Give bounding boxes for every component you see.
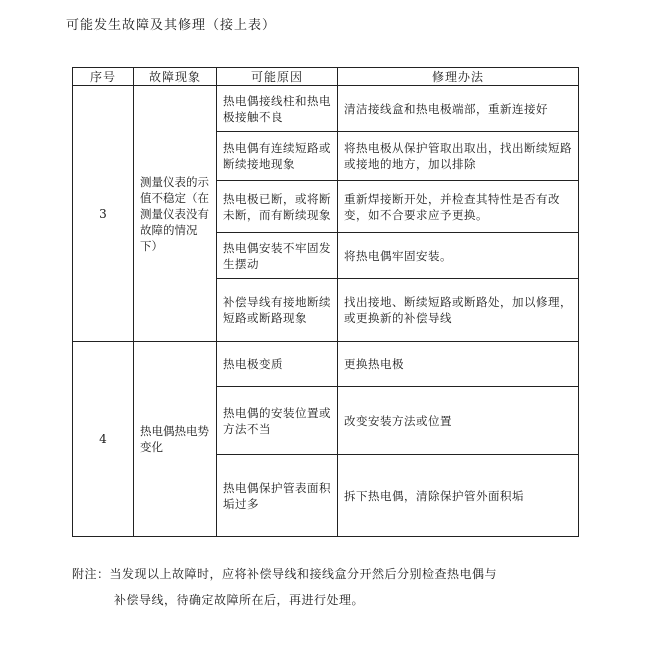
repair-method: 改变安装方法或位置 xyxy=(338,387,579,455)
fault-table xyxy=(72,67,579,537)
table-header-row xyxy=(73,68,579,86)
fault-phenomenon: 测量仪表的示值不稳定（在测量仪表没有故障的情况下） xyxy=(134,86,217,342)
repair-method: 清洁接线盒和热电极端部，重新连接好 xyxy=(338,86,579,132)
header-fix: 修理办法 xyxy=(338,68,579,86)
footnote-line-2: 补偿导线，待确定故障所在后，再进行处理。 xyxy=(114,593,365,607)
row-number: 3 xyxy=(73,86,134,342)
possible-cause: 热电极变质 xyxy=(217,342,338,387)
possible-cause: 热电偶的安装位置或方法不当 xyxy=(217,387,338,455)
possible-cause: 热电偶接线柱和热电极接触不良 xyxy=(217,86,338,132)
header-number: 序号 xyxy=(73,68,134,86)
repair-method: 拆下热电偶，清除保护管外面积垢 xyxy=(338,455,579,537)
footnote-line-1: 附注：当发现以上故障时，应将补偿导线和接线盒分开然后分别检查热电偶与 xyxy=(72,567,498,581)
page-title: 可能发生故障及其修理（接上表） xyxy=(66,18,277,33)
table-row xyxy=(73,342,579,387)
fault-phenomenon: 热电偶热电势变化 xyxy=(134,342,217,537)
possible-cause: 热电极已断，或将断未断，而有断续现象 xyxy=(217,181,338,233)
row-number: 4 xyxy=(73,342,134,537)
repair-method: 更换热电极 xyxy=(338,342,579,387)
possible-cause: 补偿导线有接地断续短路或断路现象 xyxy=(217,279,338,342)
footnote xyxy=(72,561,497,613)
header-cause: 可能原因 xyxy=(217,68,338,86)
possible-cause: 热电偶保护管表面积垢过多 xyxy=(217,455,338,537)
repair-method: 将热电偶牢固安装。 xyxy=(338,233,579,279)
possible-cause: 热电偶有连续短路或断续接地现象 xyxy=(217,132,338,181)
repair-method: 找出接地、断续短路或断路处，加以修理，或更换新的补偿导线 xyxy=(338,279,579,342)
repair-method: 将热电极从保护管取出取出，找出断续短路或接地的地方，加以排除 xyxy=(338,132,579,181)
table-row xyxy=(73,86,579,132)
repair-method: 重新焊接断开处，并检查其特性是否有改变，如不合要求应予更换。 xyxy=(338,181,579,233)
header-phenomenon: 故障现象 xyxy=(134,68,217,86)
possible-cause: 热电偶安装不牢固发生摆动 xyxy=(217,233,338,279)
